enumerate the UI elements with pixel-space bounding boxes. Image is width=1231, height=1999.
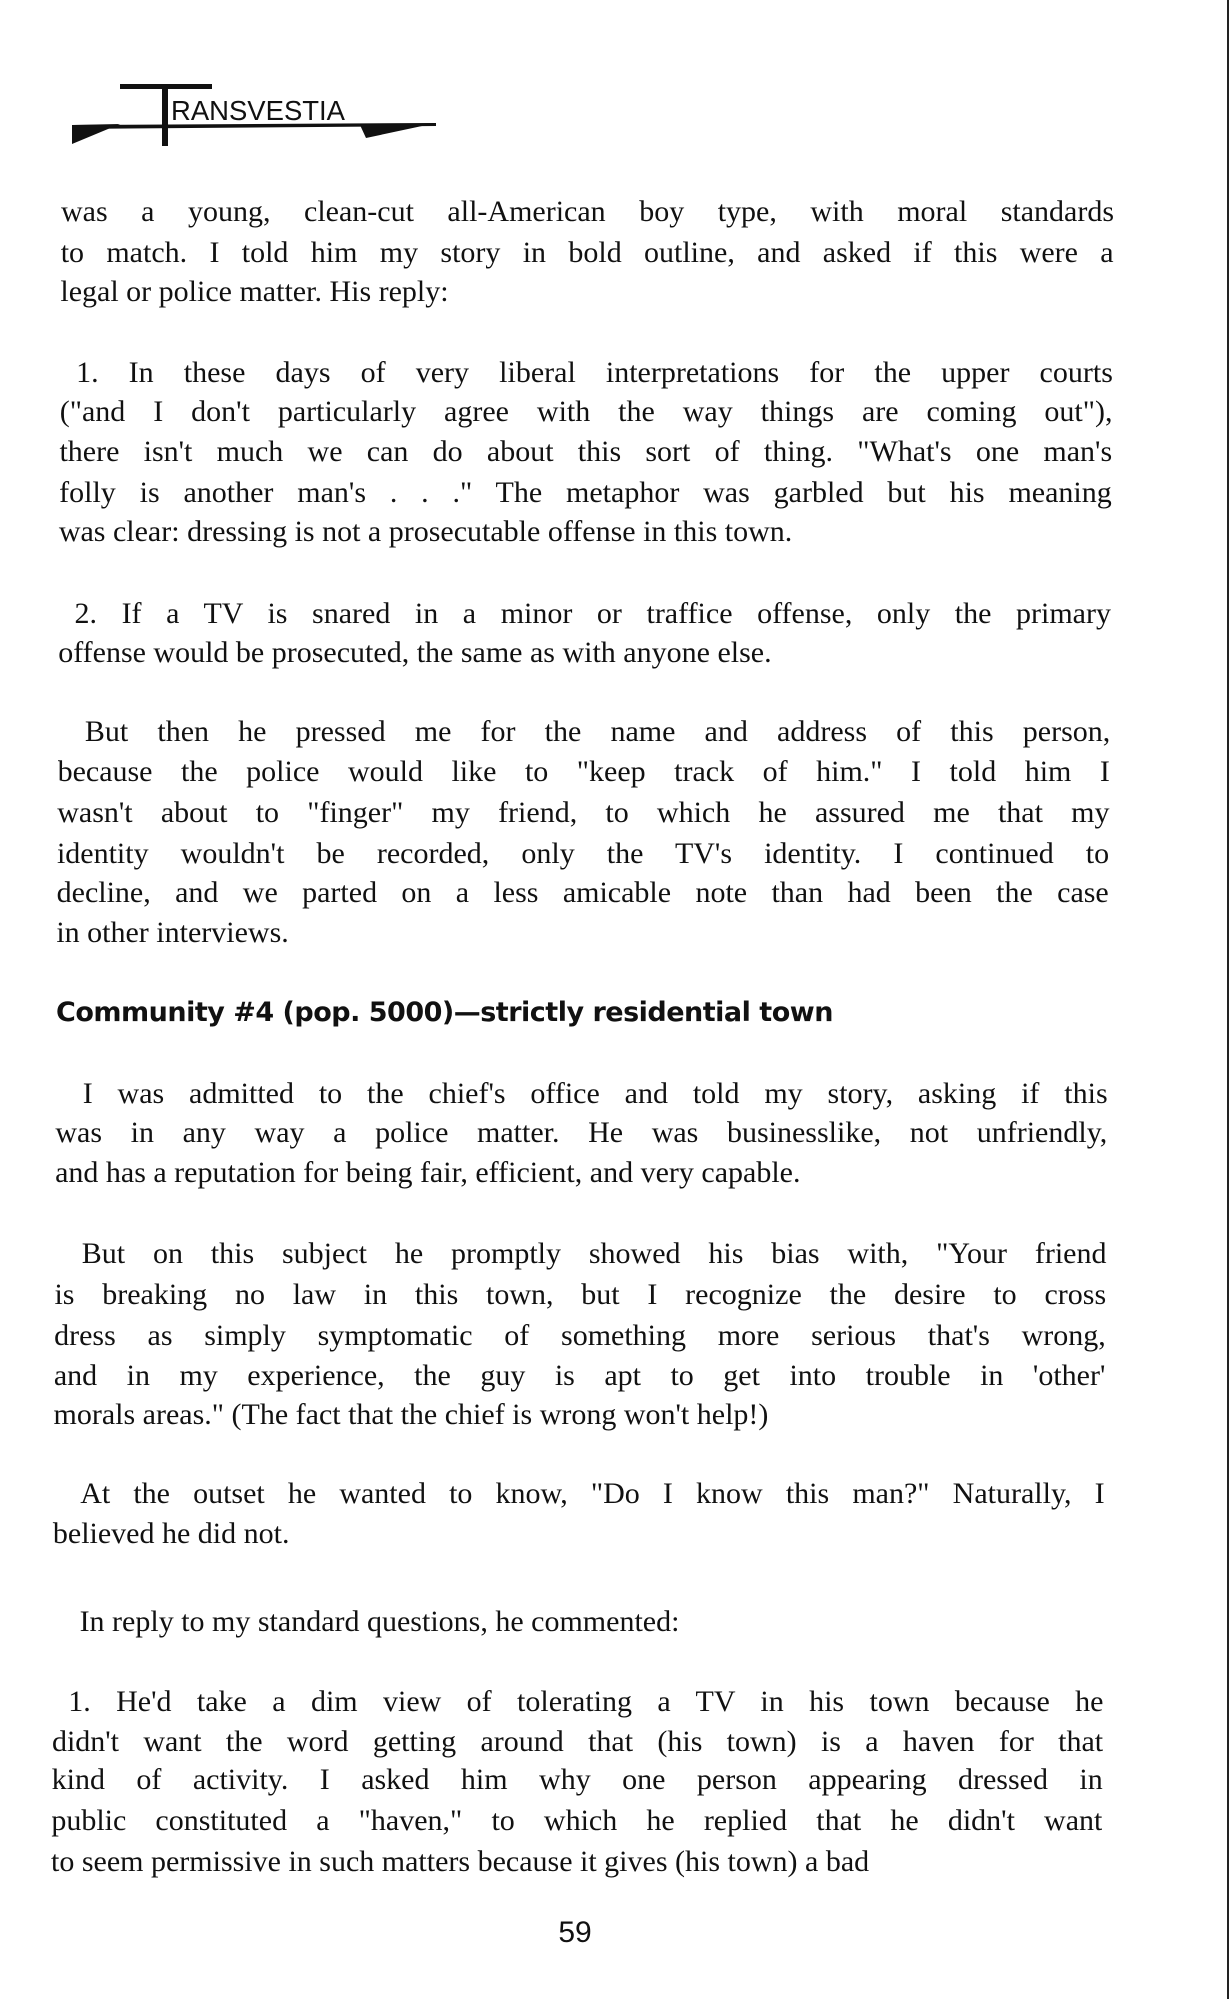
text-line: morals areas." (The fact that the chief is wrong won't help!) [53, 1398, 769, 1432]
scan-edge-line [1227, 0, 1229, 1999]
text-line: 1. He'd take a dim view of tolerating a TV in his town because he [68, 1685, 1104, 1719]
page-number: 59 [558, 1916, 592, 1949]
text-line: and in my experience, the guy is apt to get into trouble in 'other' [53, 1358, 1106, 1392]
text-line: ("and I don't particularly agree with the way things are coming out"), [59, 395, 1113, 429]
text-line: to match. I told him my story in bold outline, and asked if this were a [60, 235, 1114, 269]
text-line: was a young, clean-cut all-American boy type, with moral standards [61, 194, 1114, 228]
logo-text: RANSVESTIA [171, 95, 346, 126]
transvestia-logo [60, 80, 440, 150]
text-line: in other interviews. [56, 915, 289, 949]
text-line: offense would be prosecuted, the same as with anyone else. [58, 636, 772, 670]
text-line: and has a reputation for being fair, efficient, and very capable. [55, 1155, 801, 1189]
text-line: decline, and we parted on a less amicable note than had been the case [56, 876, 1109, 910]
text-line: folly is another man's . . ." The metaphor was garbled but his meaning [59, 475, 1112, 509]
logo-graphic [60, 80, 440, 150]
text-line: public constituted a "haven," to which he replied that he didn't want [51, 1803, 1103, 1837]
text-line: to seem permissive in such matters because it gives (his town) a bad [51, 1844, 870, 1878]
text-line: believed he did not. [52, 1516, 290, 1550]
text-line: is breaking no law in this town, but I recognize the desire to cross [54, 1278, 1107, 1312]
text-line: At the outset he wanted to know, "Do I know this man?" Naturally, I [80, 1477, 1105, 1511]
text-line: But on this subject he promptly showed his bias with, "Your friend [81, 1237, 1107, 1271]
text-line: because the police would like to "keep track of him." I told him I [57, 754, 1110, 788]
text-line: 1. In these days of very liberal interpretations for the upper courts [76, 355, 1113, 389]
text-line: In reply to my standard questions, he commented: [79, 1604, 680, 1638]
text-line: didn't want the word getting around that (his town) is a haven for that [51, 1724, 1104, 1758]
text-line: I was admitted to the chief's office and told my story, asking if this [82, 1076, 1108, 1110]
text-line: identity wouldn't be recorded, only the TV's identity. I continued to [56, 836, 1110, 870]
text-line: But then he pressed me for the name and address of this person, [84, 715, 1111, 749]
text-line: was in any way a police matter. He was businesslike, not unfriendly, [55, 1116, 1108, 1150]
heading-text: Community #4 (pop. 5000)—strictly residential town [56, 997, 833, 1029]
text-line: dress as simply symptomatic of something more serious that's wrong, [54, 1318, 1106, 1352]
text-line: legal or police matter. His reply: [60, 275, 449, 309]
text-line: kind of activity. I asked him why one person appearing dressed in [51, 1763, 1103, 1797]
text-line: there isn't much we can do about this sort of thing. "What's one man's [59, 434, 1113, 468]
text-line: 2. If a TV is snared in a minor or traffice offense, only the primary [74, 596, 1111, 630]
text-line: was clear: dressing is not a prosecutable offense in this town. [58, 515, 793, 549]
text-line: wasn't about to "finger" my friend, to which he assured me that my [57, 795, 1110, 829]
